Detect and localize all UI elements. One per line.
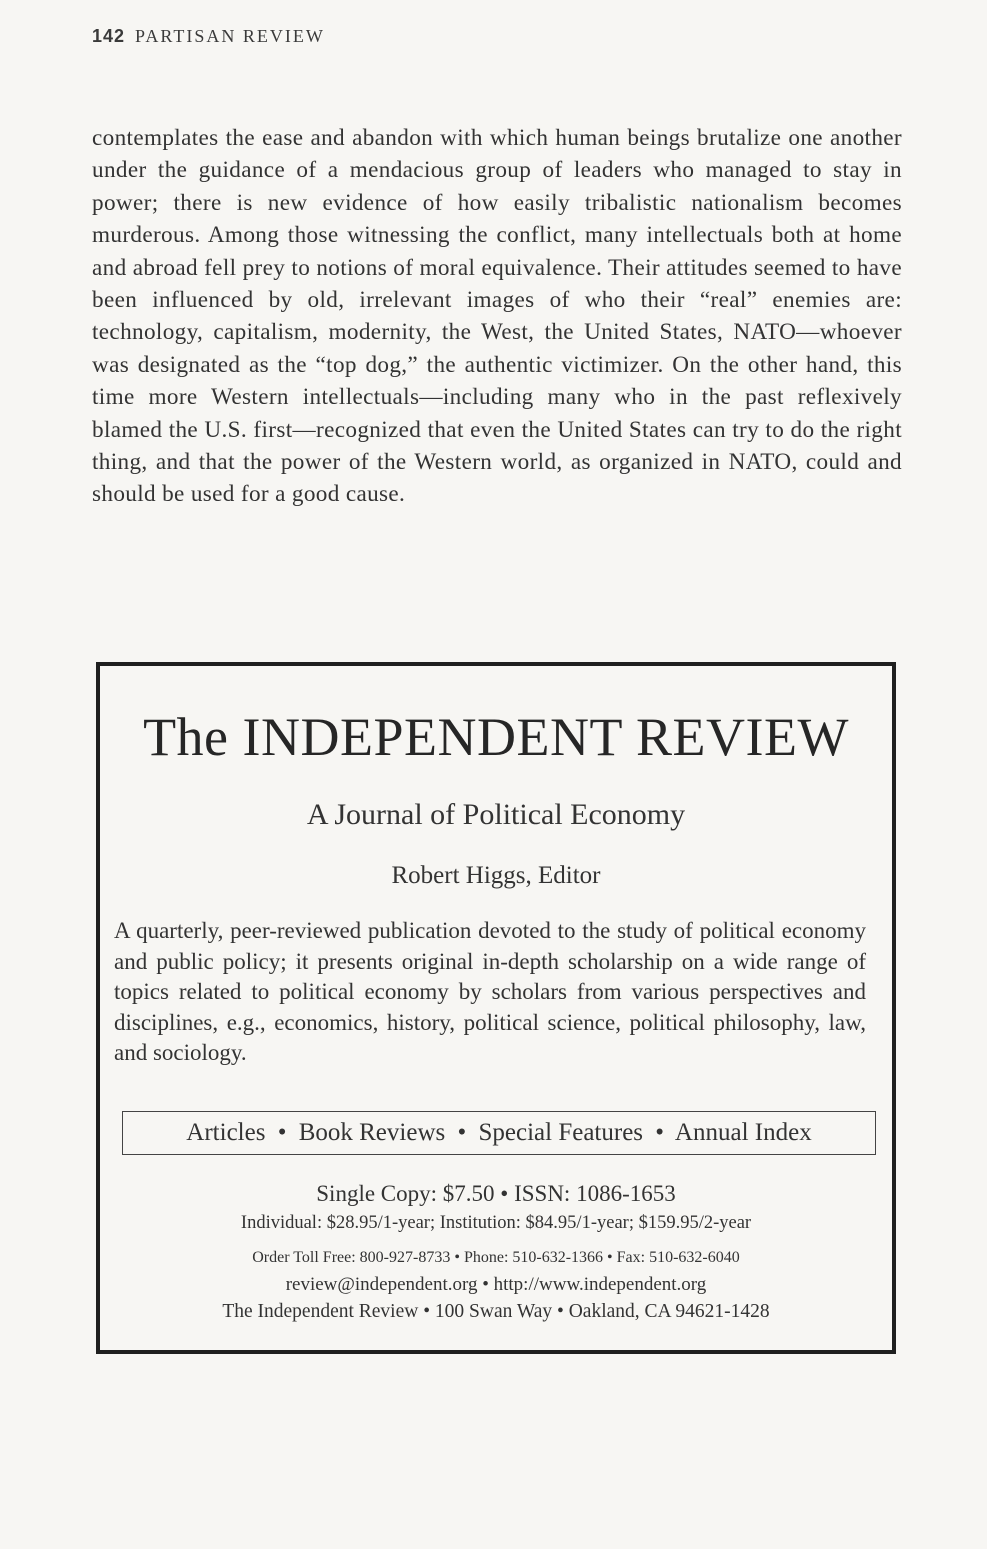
feature-item: Special Features (478, 1119, 644, 1146)
body-paragraph: contemplates the ease and abandon with which human beings brutalize one another under the guidance of a mendacious group of leaders who managed to stay in power; there is new evidence of how easily tribalistic nationalism becomes murderous. Among those witnessing the conflict, many intellectuals both at home and abroad fell prey to notions of moral equivalence. Their attitudes seemed to have been influenced by old, irrelevant images of who their “real” enemies are: technology, capitalism, modernity, the West, the United States, NATO—whoever was designated as the “top dog,” the authentic victimizer. On the other hand, this time more Western intellectuals—including many who in the past reflexively blamed the U.S. first—recognized that even the United States can try to do the right thing, and that the power of the Western world, as organized in NATO, could and should be used for a good cause. (92, 125, 902, 508)
ad-description: A quarterly, peer-reviewed publication devoted to the study of political economy and public policy; it presents original in-depth scholarship on a wide range of topics related to political economy by scholars from various perspectives and disciplines, e.g., economics, history, political science, political philosophy, law, and sociology. (114, 918, 866, 1065)
web-contact-line: review@independent.org • http://www.independent.org (285, 1274, 707, 1295)
feature-item: Book Reviews (298, 1119, 446, 1146)
bullet-separator: • (457, 1119, 467, 1146)
ad-subtitle: A Journal of Political Economy (306, 798, 686, 831)
price-line: Single Copy: $7.50 • ISSN: 1086-1653 (316, 1181, 676, 1206)
journal-name: PARTISAN REVIEW (135, 26, 325, 46)
feature-item: Articles (186, 1119, 266, 1146)
bullet-separator: • (655, 1119, 665, 1146)
advertisement-box (96, 662, 896, 1354)
page-number: 142 (92, 26, 126, 46)
ad-editor: Robert Higgs, Editor (391, 862, 601, 889)
order-contact-line: Order Toll Free: 800-927-8733 • Phone: 510-632-1366 • Fax: 510-632-6040 (252, 1249, 740, 1266)
rates-line: Individual: $28.95/1-year; Institution: $84.95/1-year; $159.95/2-year (240, 1213, 752, 1233)
feature-item: Annual Index (674, 1119, 812, 1146)
address-line: The Independent Review • 100 Swan Way • Oakland, CA 94621-1428 (222, 1301, 770, 1322)
bullet-separator: • (277, 1119, 287, 1146)
running-head (92, 26, 325, 47)
features-box (122, 1111, 876, 1155)
ad-title: The INDEPENDENT REVIEW (143, 707, 849, 767)
